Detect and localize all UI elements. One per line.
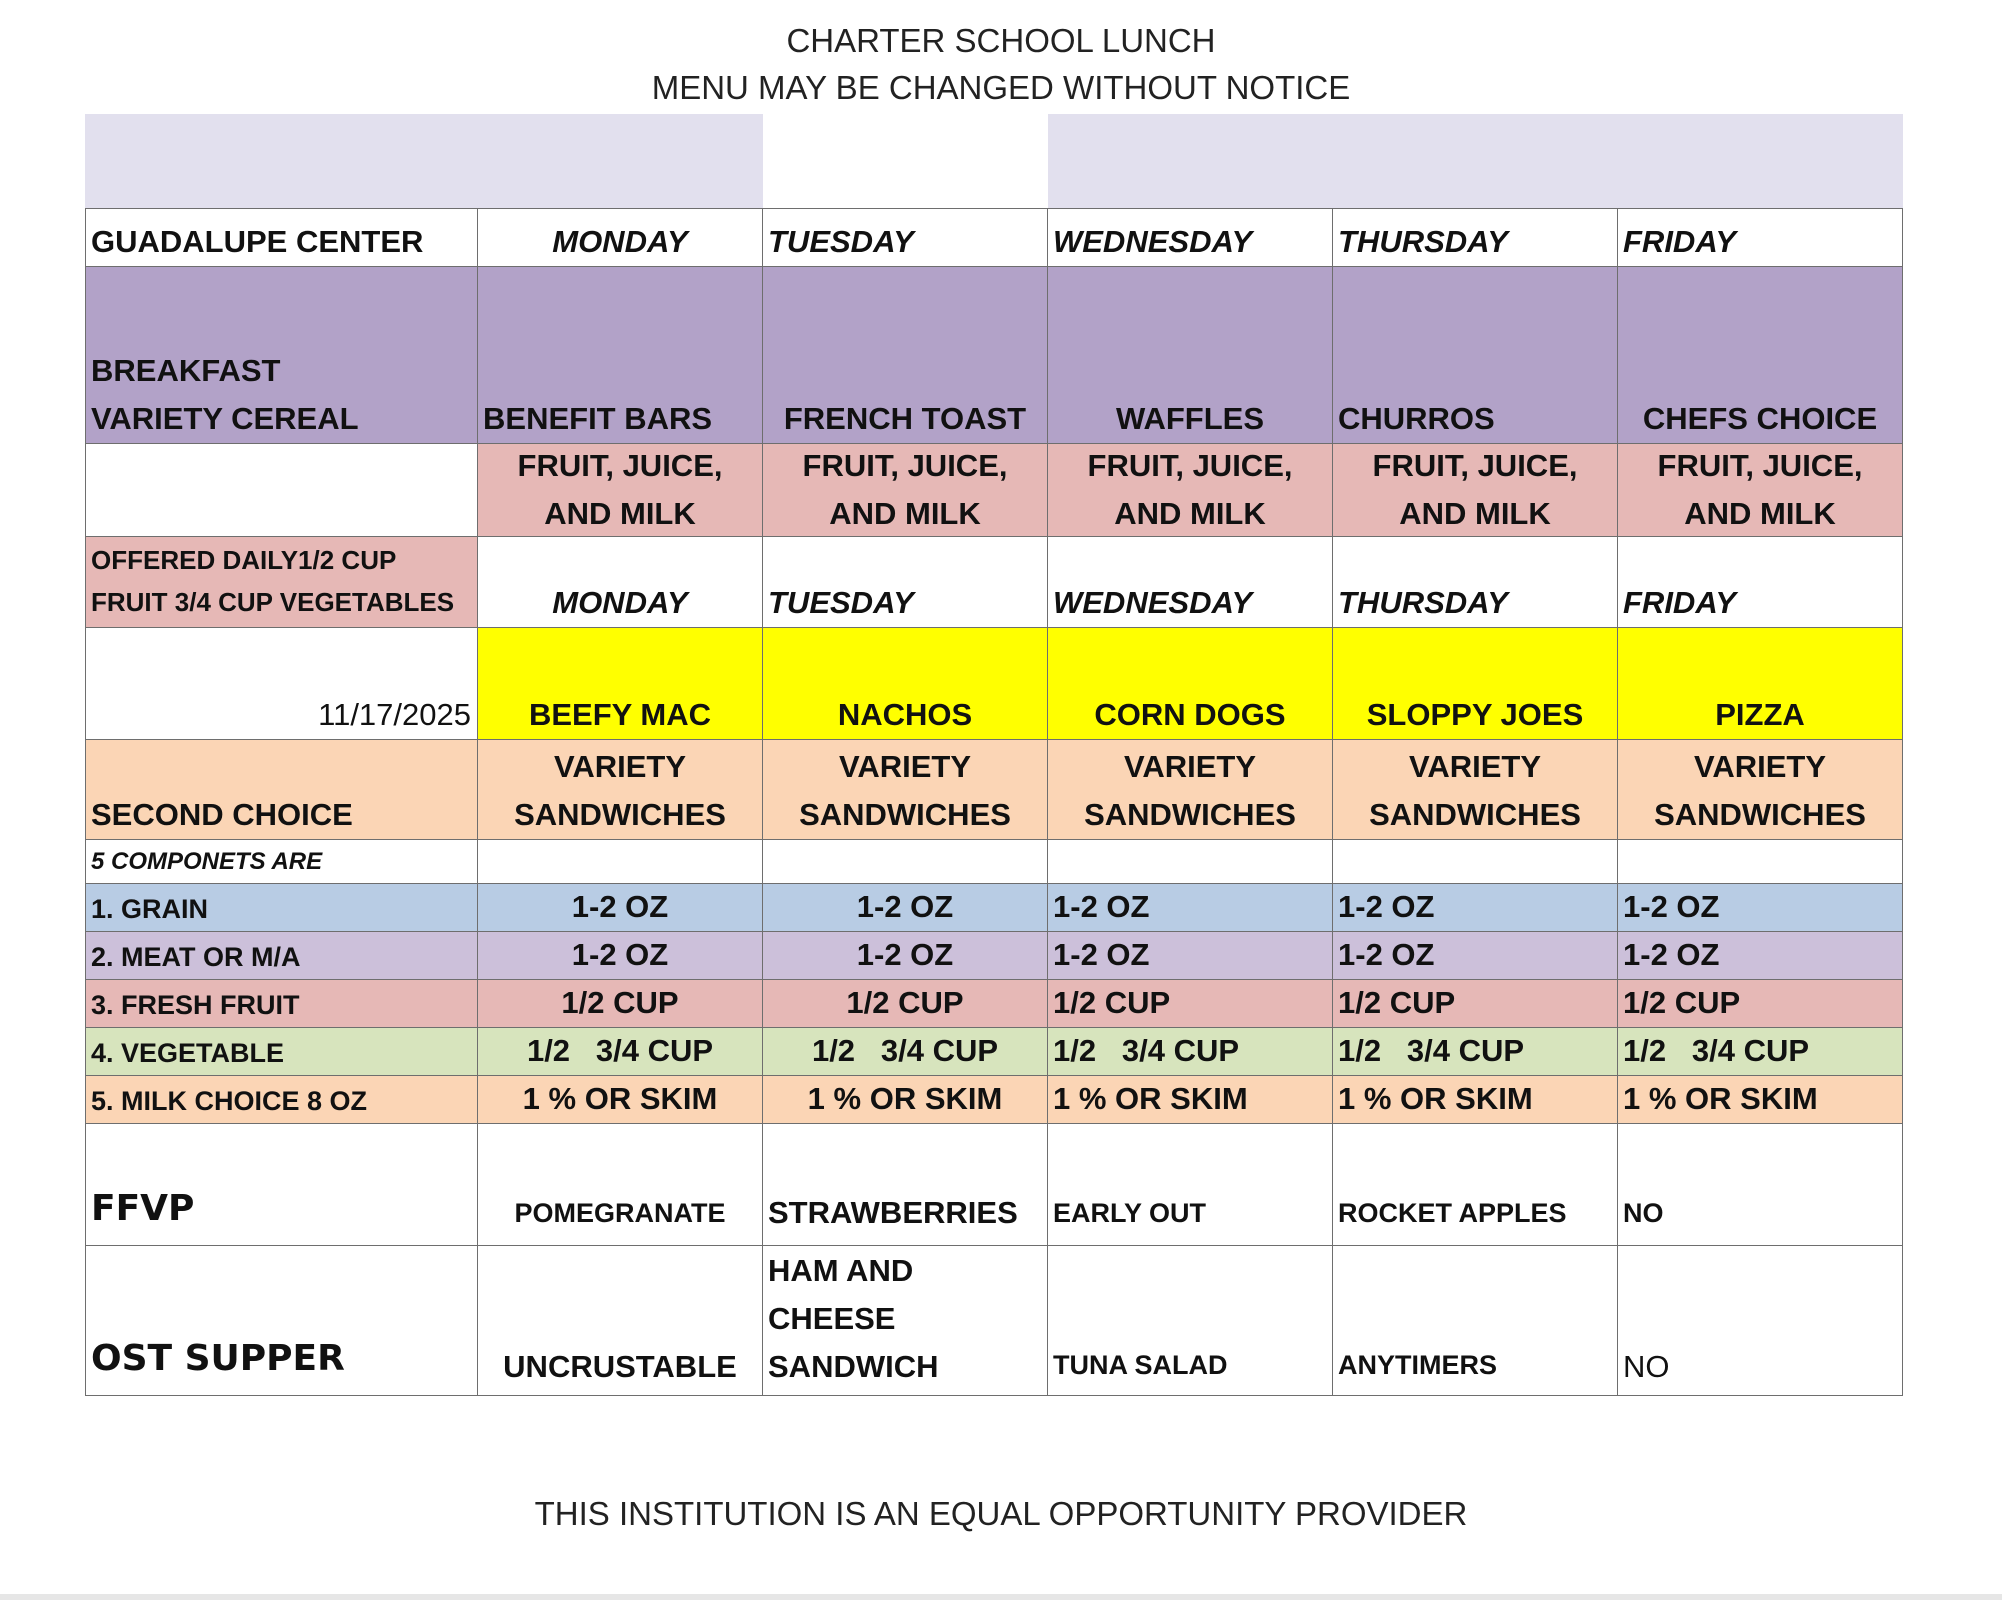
milk-label: 5. MILK CHOICE 8 OZ: [85, 1076, 478, 1124]
ffvp-tuesday: STRAWBERRIES: [763, 1124, 1048, 1246]
ost-tuesday: [763, 1246, 1048, 1396]
sides-friday: [1618, 444, 1903, 537]
sides-line2: AND MILK: [829, 496, 981, 531]
header-band-right: [1048, 114, 1903, 209]
sides-line2: AND MILK: [1114, 496, 1266, 531]
sides-monday: [478, 444, 763, 537]
ost-wednesday: TUNA SALAD: [1048, 1246, 1333, 1396]
center-name: GUADALUPE CENTER: [85, 209, 478, 267]
ffvp-monday: POMEGRANATE: [478, 1124, 763, 1246]
breakfast-monday: BENEFIT BARS: [478, 267, 763, 444]
grain-friday: 1-2 OZ: [1618, 884, 1903, 932]
components-blank-tuesday: [763, 840, 1048, 884]
vegetable-label: 4. VEGETABLE: [85, 1028, 478, 1076]
day-header-wednesday: WEDNESDAY: [1048, 209, 1333, 267]
ffvp-friday: NO: [1618, 1124, 1903, 1246]
sides-line1: FRUIT, JUICE,: [1372, 447, 1578, 483]
breakfast-label-line1: BREAKFAST: [91, 352, 281, 388]
lunch-wednesday: CORN DOGS: [1048, 628, 1333, 740]
grain-thursday: 1-2 OZ: [1333, 884, 1618, 932]
sides-line1: FRUIT, JUICE,: [517, 447, 723, 483]
ost-tuesday-line3: SANDWICH: [768, 1348, 939, 1384]
meat-friday: 1-2 OZ: [1618, 932, 1903, 980]
grain-tuesday: 1-2 OZ: [763, 884, 1048, 932]
vegetable-wednesday: 1/2 3/4 CUP: [1048, 1028, 1333, 1076]
lunch-tuesday: NACHOS: [763, 628, 1048, 740]
lunch-monday: BEEFY MAC: [478, 628, 763, 740]
second-choice-line1: VARIETY: [1693, 748, 1827, 784]
fruit-tuesday: 1/2 CUP: [763, 980, 1048, 1028]
lunch-date: 11/17/2025: [85, 628, 478, 740]
second-choice-wednesday: [1048, 740, 1333, 840]
milk-tuesday: 1 % OR SKIM: [763, 1076, 1048, 1124]
sides-line2: AND MILK: [544, 496, 696, 531]
vegetable-friday: 1/2 3/4 CUP: [1618, 1028, 1903, 1076]
ost-tuesday-line1: HAM AND: [768, 1252, 914, 1288]
ost-friday: NO: [1618, 1246, 1903, 1396]
menu-table: [85, 114, 1903, 1398]
second-choice-line2: SANDWICHES: [1084, 796, 1296, 832]
offered-daily-line2: FRUIT 3/4 CUP VEGETABLES: [91, 587, 455, 617]
equal-opportunity-footer: THIS INSTITUTION IS AN EQUAL OPPORTUNITY PROVIDER: [534, 1495, 1468, 1532]
breakfast-thursday: CHURROS: [1333, 267, 1618, 444]
meat-wednesday: 1-2 OZ: [1048, 932, 1333, 980]
ost-tuesday-line2: CHEESE: [768, 1300, 896, 1336]
bottom-strip: [0, 1594, 2002, 1600]
sides-wednesday: [1048, 444, 1333, 537]
day-header-monday: MONDAY: [478, 209, 763, 267]
vegetable-tuesday: 1/2 3/4 CUP: [763, 1028, 1048, 1076]
sides-thursday: [1333, 444, 1618, 537]
day-header-tuesday: TUESDAY: [763, 209, 1048, 267]
ost-monday: UNCRUSTABLE: [478, 1246, 763, 1396]
second-choice-line2: SANDWICHES: [1654, 796, 1866, 832]
sides-line1: FRUIT, JUICE,: [1657, 447, 1863, 483]
page-title: CHARTER SCHOOL LUNCH: [786, 22, 1216, 59]
second-choice-line1: VARIETY: [553, 748, 687, 784]
fruit-wednesday: 1/2 CUP: [1048, 980, 1333, 1028]
breakfast-label: [85, 267, 478, 444]
second-choice-monday: [478, 740, 763, 840]
fruit-thursday: 1/2 CUP: [1333, 980, 1618, 1028]
ost-thursday: ANYTIMERS: [1333, 1246, 1618, 1396]
sides-line1: FRUIT, JUICE,: [1087, 447, 1293, 483]
ffvp-label: FFVP: [85, 1124, 478, 1246]
milk-monday: 1 % OR SKIM: [478, 1076, 763, 1124]
breakfast-tuesday: FRENCH TOAST: [763, 267, 1048, 444]
second-choice-line2: SANDWICHES: [1369, 796, 1581, 832]
second-choice-line1: VARIETY: [1408, 748, 1542, 784]
second-choice-line2: SANDWICHES: [799, 796, 1011, 832]
day-header-tuesday-2: TUESDAY: [763, 537, 1048, 628]
second-choice-thursday: [1333, 740, 1618, 840]
header-band-left: [85, 114, 763, 209]
meat-tuesday: 1-2 OZ: [763, 932, 1048, 980]
ffvp-wednesday: EARLY OUT: [1048, 1124, 1333, 1246]
ffvp-thursday: ROCKET APPLES: [1333, 1124, 1618, 1246]
milk-friday: 1 % OR SKIM: [1618, 1076, 1903, 1124]
second-choice-line2: SANDWICHES: [514, 796, 726, 832]
breakfast-friday: CHEFS CHOICE: [1618, 267, 1903, 444]
header-band-gap: [763, 114, 1048, 209]
day-header-friday-2: FRIDAY: [1618, 537, 1903, 628]
second-choice-friday: [1618, 740, 1903, 840]
day-header-thursday-2: THURSDAY: [1333, 537, 1618, 628]
components-blank-thursday: [1333, 840, 1618, 884]
second-choice-label: SECOND CHOICE: [85, 740, 478, 840]
milk-wednesday: 1 % OR SKIM: [1048, 1076, 1333, 1124]
page-subtitle: MENU MAY BE CHANGED WITHOUT NOTICE: [651, 69, 1351, 106]
vegetable-monday: 1/2 3/4 CUP: [478, 1028, 763, 1076]
offered-daily-note: [85, 537, 478, 628]
day-header-friday: FRIDAY: [1618, 209, 1903, 267]
meat-monday: 1-2 OZ: [478, 932, 763, 980]
fruit-monday: 1/2 CUP: [478, 980, 763, 1028]
components-blank-wednesday: [1048, 840, 1333, 884]
second-choice-line1: VARIETY: [838, 748, 972, 784]
components-header: 5 COMPONETS ARE: [85, 840, 478, 884]
sides-line2: AND MILK: [1399, 496, 1551, 531]
offered-daily-line1: OFFERED DAILY1/2 CUP: [91, 545, 397, 576]
grain-label: 1. GRAIN: [85, 884, 478, 932]
day-header-monday-2: MONDAY: [478, 537, 763, 628]
breakfast-wednesday: WAFFLES: [1048, 267, 1333, 444]
day-header-thursday: THURSDAY: [1333, 209, 1618, 267]
grain-wednesday: 1-2 OZ: [1048, 884, 1333, 932]
lunch-friday: PIZZA: [1618, 628, 1903, 740]
ost-supper-label: OST SUPPER: [85, 1246, 478, 1396]
breakfast-label-line2: VARIETY CEREAL: [91, 400, 359, 436]
fruit-friday: 1/2 CUP: [1618, 980, 1903, 1028]
second-choice-line1: VARIETY: [1123, 748, 1257, 784]
milk-thursday: 1 % OR SKIM: [1333, 1076, 1618, 1124]
sides-line2: AND MILK: [1684, 496, 1836, 531]
second-choice-tuesday: [763, 740, 1048, 840]
meat-label: 2. MEAT OR M/A: [85, 932, 478, 980]
grain-monday: 1-2 OZ: [478, 884, 763, 932]
sides-tuesday: [763, 444, 1048, 537]
sides-empty-cell: [85, 444, 478, 537]
components-blank-monday: [478, 840, 763, 884]
sides-line1: FRUIT, JUICE,: [802, 447, 1008, 483]
lunch-thursday: SLOPPY JOES: [1333, 628, 1618, 740]
meat-thursday: 1-2 OZ: [1333, 932, 1618, 980]
components-blank-friday: [1618, 840, 1903, 884]
vegetable-thursday: 1/2 3/4 CUP: [1333, 1028, 1618, 1076]
fruit-label: 3. FRESH FRUIT: [85, 980, 478, 1028]
day-header-wednesday-2: WEDNESDAY: [1048, 537, 1333, 628]
